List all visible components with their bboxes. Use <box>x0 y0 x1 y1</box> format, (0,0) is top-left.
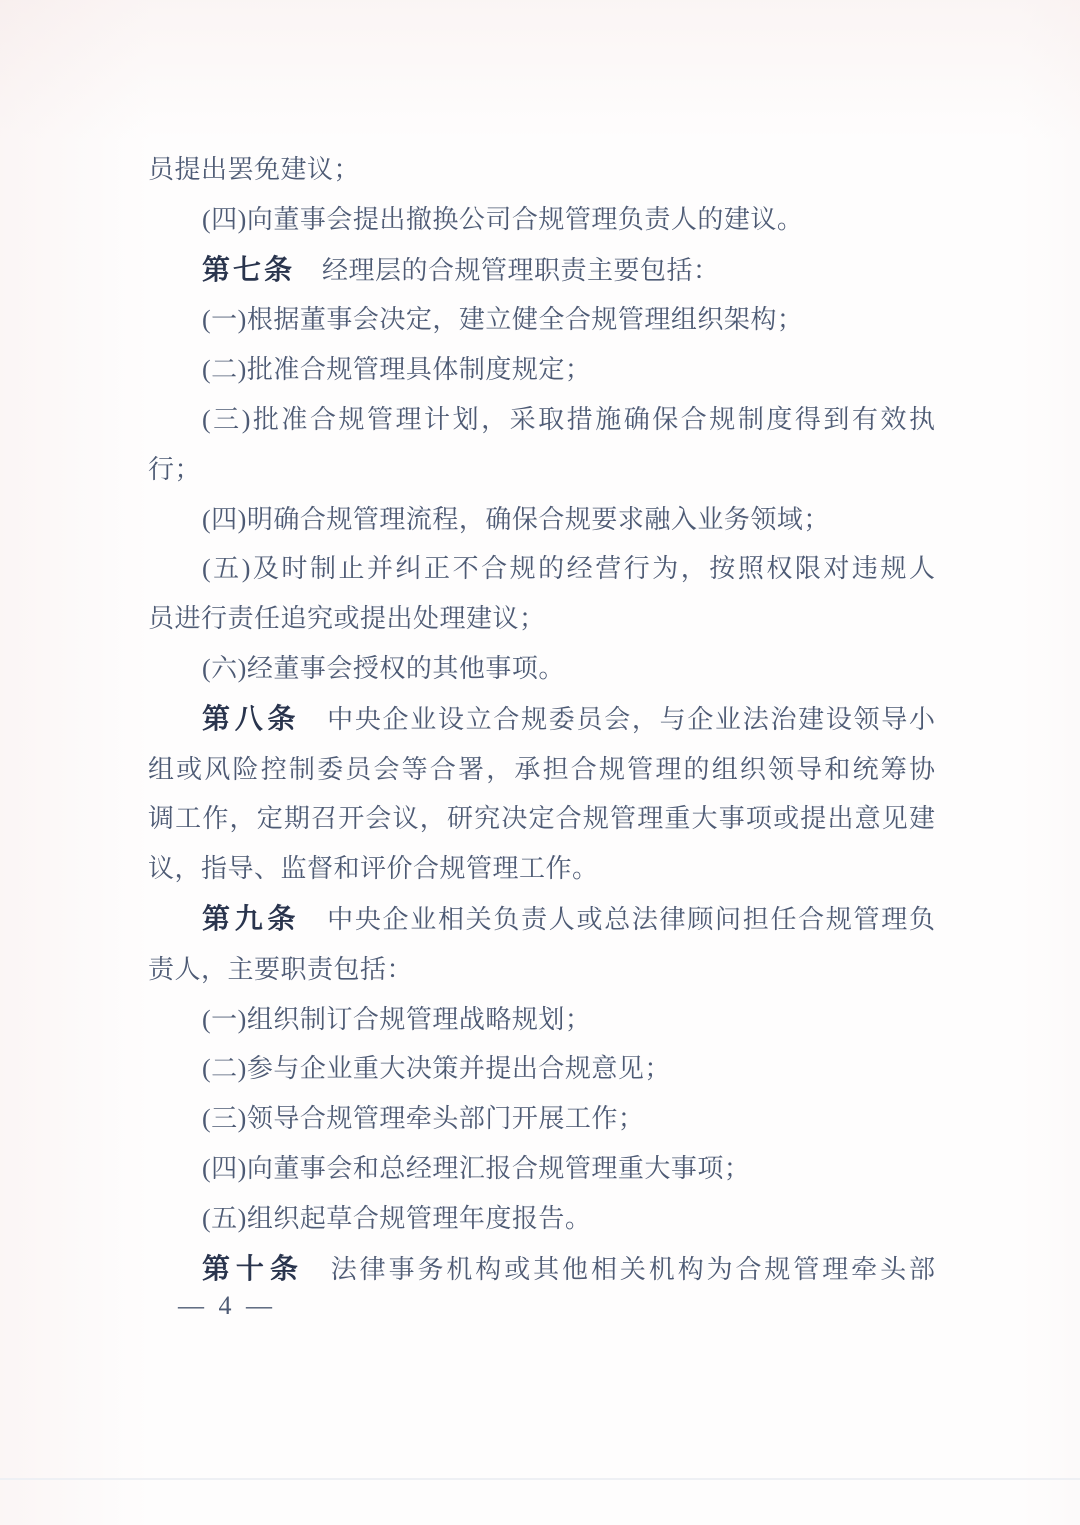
article-number: 第八条 <box>202 702 301 734</box>
text-line: 员提出罢免建议； <box>148 155 361 184</box>
text-line: (五)及时制止并纠正不合规的经营行为，按照权限对违规人 <box>202 554 935 584</box>
text-line: (六)经董事会授权的其他事项。 <box>202 653 565 683</box>
article-number: 第七条 <box>202 253 296 285</box>
text-line: 行； <box>148 454 202 484</box>
article-text: 中央企业设立合规委员会，与企业法治建设领导小 <box>327 704 935 734</box>
page-number: — 4 — <box>178 1291 276 1320</box>
article-text: 法律事务机构或其他相关机构为合规管理牵头部 <box>330 1254 935 1284</box>
text-line: (一)组织制订合规管理战略规划； <box>202 1004 592 1034</box>
article-number: 第九条 <box>202 902 301 934</box>
article-text: 中央企业相关负责人或总法律顾问担任合规管理负 <box>327 904 935 934</box>
text-line: (一)根据董事会决定，建立健全合规管理组织架构； <box>202 305 804 335</box>
article-heading-line <box>148 694 935 745</box>
text-line: 组或风险控制委员会等合署，承担合规管理的组织领导和统筹协 <box>148 754 935 784</box>
text-line: (二)批准合规管理具体制度规定； <box>202 355 592 385</box>
scan-artifact-line <box>0 1478 1080 1480</box>
text-line: (五)组织起草合规管理年度报告。 <box>202 1203 592 1233</box>
text-line: (三)批准合规管理计划，采取措施确保合规制度得到有效执 <box>202 404 935 434</box>
text-line: (四)明确合规管理流程，确保合规要求融入业务领域； <box>202 504 830 534</box>
article-heading-line <box>148 245 935 296</box>
text-line: (四)向董事会提出撤换公司合规管理负责人的建议。 <box>202 204 804 234</box>
text-line: 员进行责任追究或提出处理建议； <box>148 604 546 634</box>
text-line: 责人，主要职责包括： <box>148 954 414 984</box>
text-line: 议，指导、监督和评价合规管理工作。 <box>148 854 599 884</box>
article-number: 第十条 <box>202 1252 304 1284</box>
text-line: 调工作，定期召开会议，研究决定合规管理重大事项或提出意见建 <box>148 804 935 834</box>
article-heading-line <box>148 894 935 945</box>
document-text-block <box>148 145 935 1294</box>
text-line: (四)向董事会和总经理汇报合规管理重大事项； <box>202 1153 751 1183</box>
text-line: (三)领导合规管理牵头部门开展工作； <box>202 1104 645 1134</box>
article-heading-line <box>148 1244 935 1295</box>
article-text: 经理层的合规管理职责主要包括： <box>322 255 720 285</box>
text-line: (二)参与企业重大决策并提出合规意见； <box>202 1054 671 1084</box>
